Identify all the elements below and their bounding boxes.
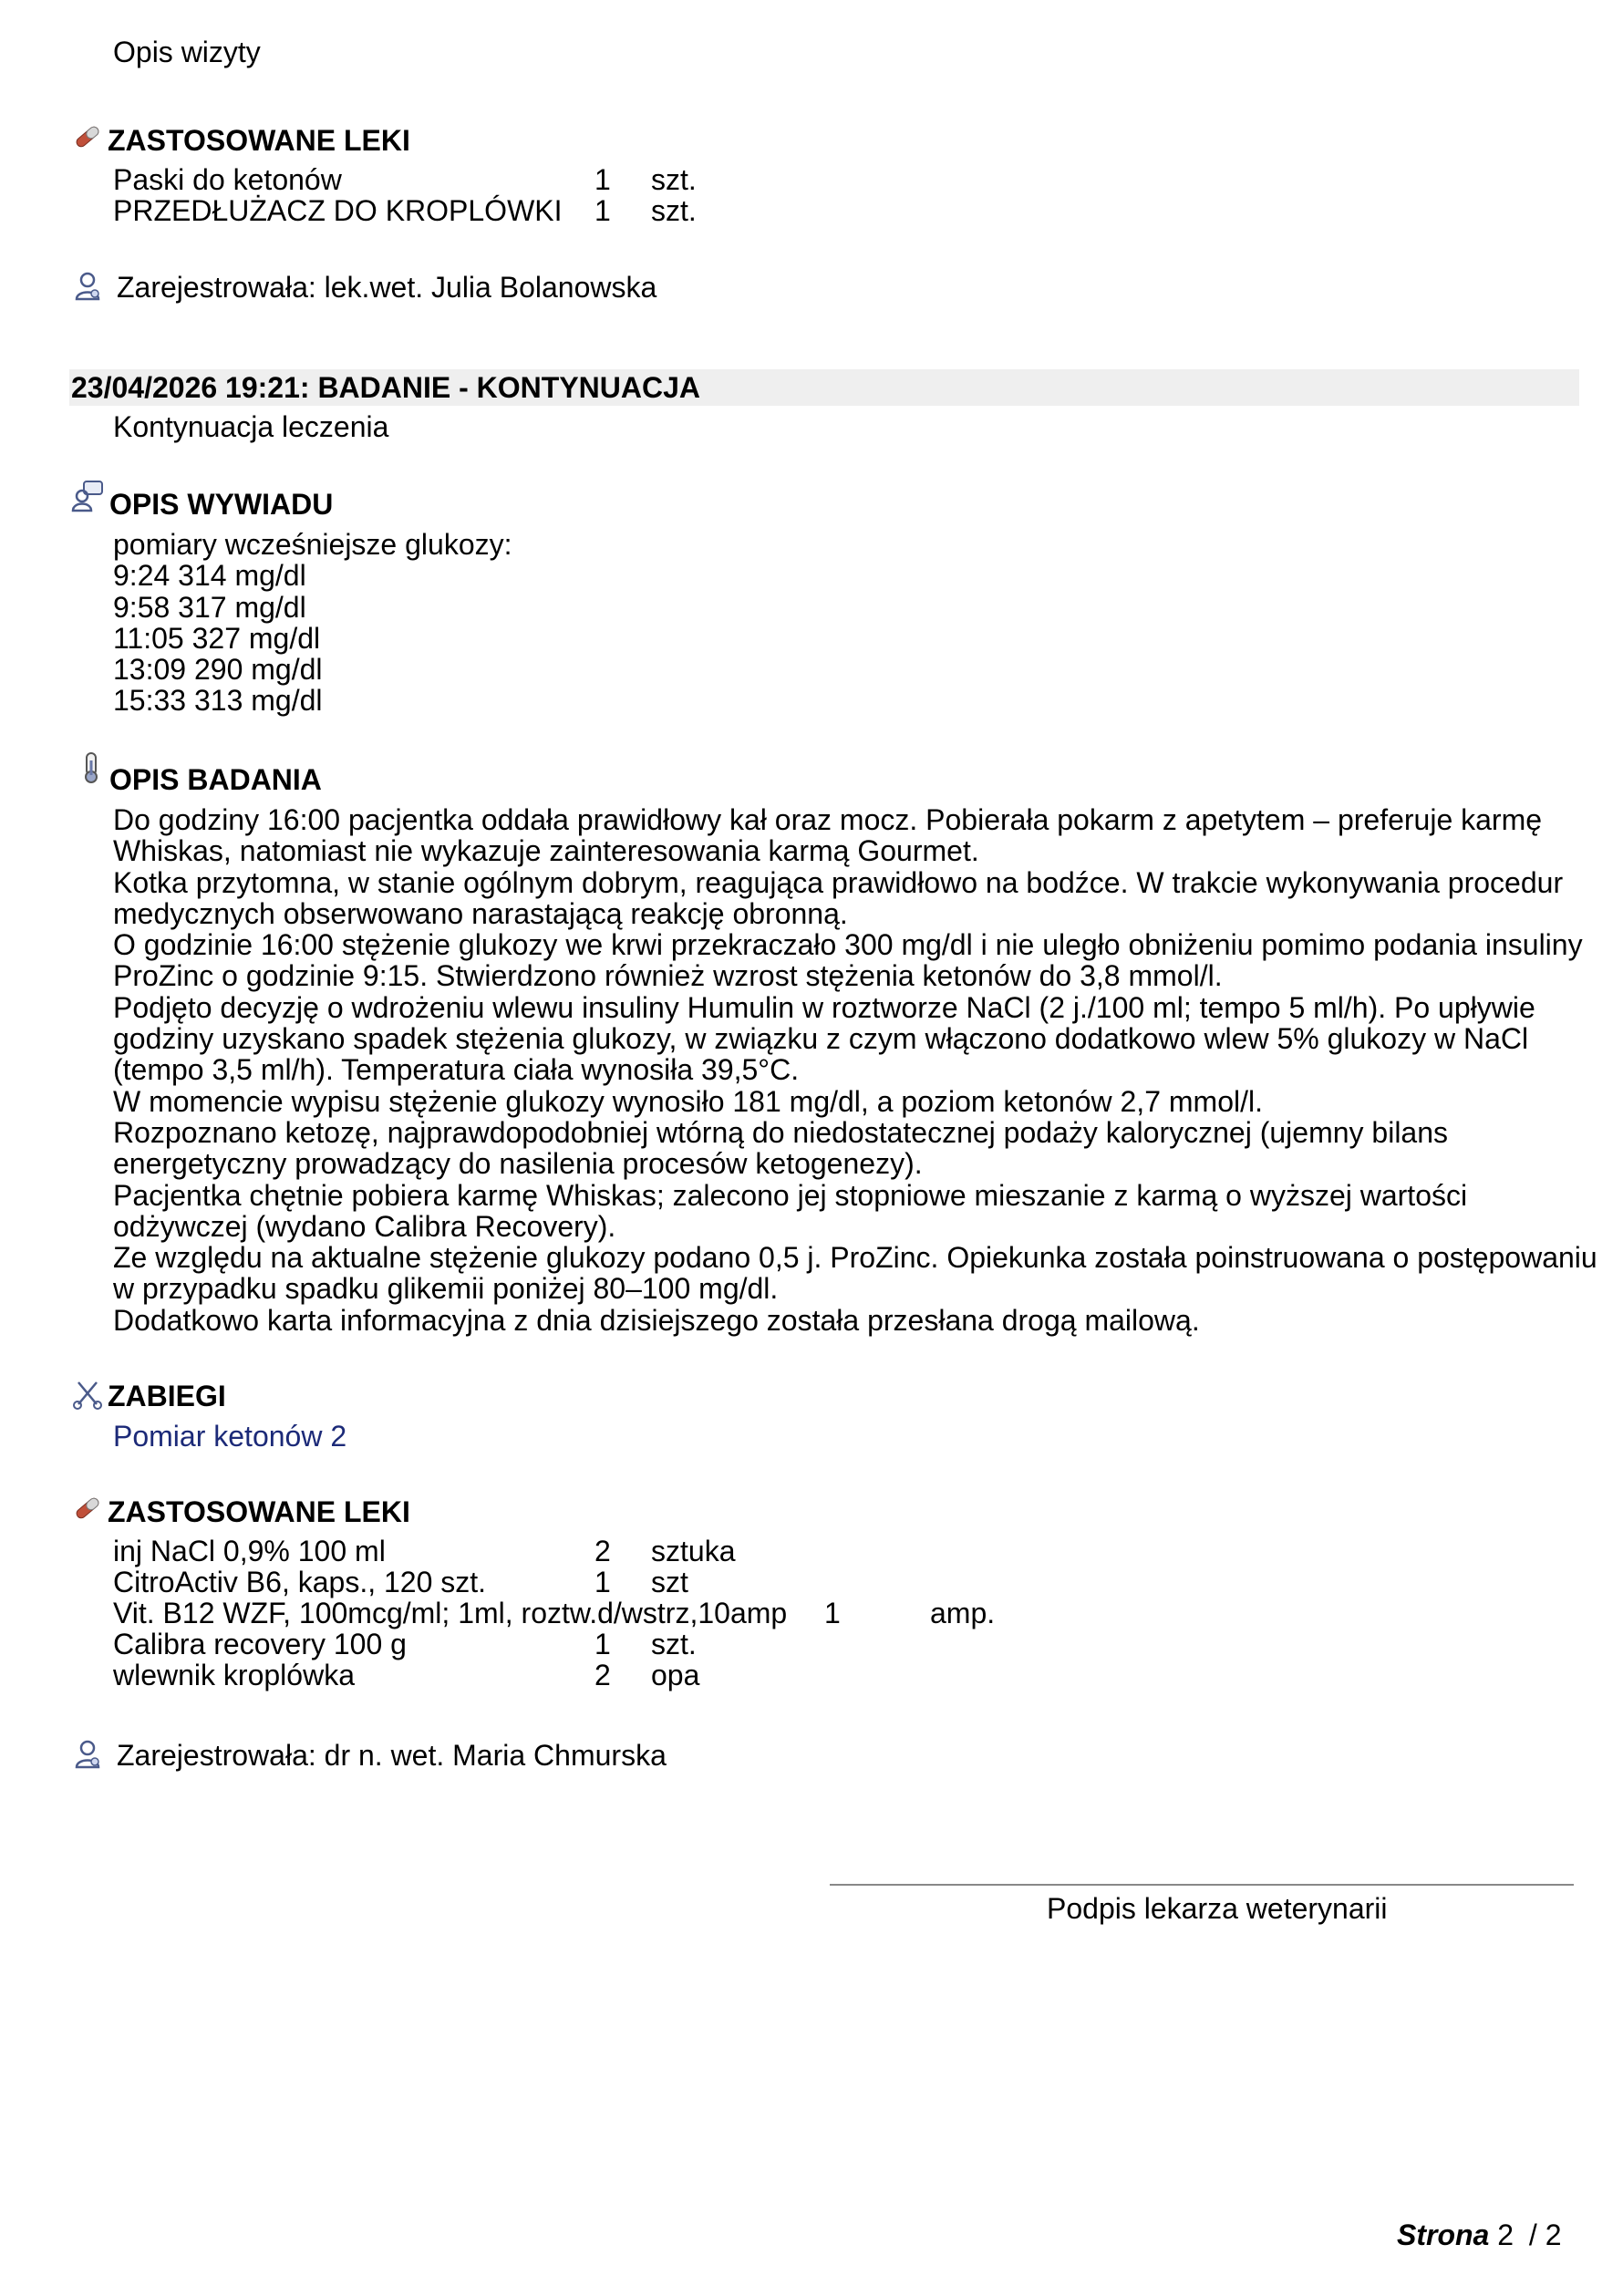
interview-line: 15:33 313 mg/dl	[113, 684, 323, 718]
medication-qty: 2	[594, 1659, 611, 1691]
interview-icon	[71, 480, 104, 512]
registered-by: Zarejestrowała: dr n. wet. Maria Chmurska	[117, 1739, 667, 1772]
medication-qty: 2	[594, 1535, 611, 1567]
examination-line: Rozpoznano ketozę, najprawdopodobniej wtórną do niedostatecznej podaży kalorycznej (ujemny bilans	[113, 1115, 1449, 1149]
medication-unit: szt.	[651, 194, 697, 227]
procedure-item[interactable]: Pomiar ketonów 2	[113, 1420, 347, 1453]
medication-name: wlewnik kroplówka	[113, 1659, 355, 1691]
visit-header: 23/04/2026 19:21: BADANIE - KONTYNUACJA	[71, 371, 700, 404]
examination-line: ProZinc o godzinie 9:15. Stwierdzono również wzrost stężenia ketonów do 3,8 mmol/l.	[113, 959, 1223, 993]
page-current: 2	[1497, 2218, 1514, 2251]
medication-unit: szt.	[651, 163, 697, 196]
section-title-interview: OPIS WYWIADU	[109, 488, 334, 521]
registered-by: Zarejestrowała: lek.wet. Julia Bolanowska	[117, 271, 657, 304]
thermometer-icon	[75, 751, 108, 784]
medication-unit: szt	[651, 1566, 688, 1598]
pill-icon	[71, 120, 104, 153]
page-number	[1397, 2219, 1562, 2250]
user-icon	[71, 270, 104, 303]
section-title-medications: ZASTOSOWANE LEKI	[108, 124, 410, 157]
medication-qty: 1	[594, 1566, 611, 1598]
medication-unit: opa	[651, 1659, 700, 1691]
visit-description-label: Opis wizyty	[113, 36, 261, 68]
interview-line: 11:05 327 mg/dl	[113, 621, 321, 655]
examination-line: W momencie wypisu stężenie glukozy wynosiło 181 mg/dl, a poziom ketonów 2,7 mmol/l.	[113, 1084, 1263, 1118]
medication-name: inj NaCl 0,9% 100 ml	[113, 1535, 386, 1567]
page-label: Strona	[1397, 2218, 1490, 2251]
examination-line: Dodatkowo karta informacyjna z dnia dzisiejszego została przesłana drogą mailową.	[113, 1303, 1200, 1337]
examination-line: Pacjentka chętnie pobiera karmę Whiskas; zalecono jej stopniowe mieszanie z karmą o wyższej wartości	[113, 1178, 1468, 1212]
examination-line: energetyczny prowadzący do nasilenia procesów ketogenezy).	[113, 1147, 923, 1181]
examination-line: godziny uzyskano spadek stężenia glukozy, w związku z czym włączono dodatkowo wlew 5% glukozy w NaCl	[113, 1022, 1529, 1056]
medication-unit: szt.	[651, 1628, 697, 1660]
interview-line: 13:09 290 mg/dl	[113, 653, 323, 687]
interview-line: pomiary wcześniejsze glukozy:	[113, 528, 512, 561]
medication-name: PRZEDŁUŻACZ DO KROPLÓWKI	[113, 194, 563, 227]
scissors-icon	[71, 1377, 104, 1410]
medication-unit: amp.	[930, 1597, 996, 1629]
medication-name: Calibra recovery 100 g	[113, 1628, 407, 1660]
signature-label: Podpis lekarza weterynarii	[1047, 1892, 1388, 1925]
medication-qty: 1	[594, 194, 611, 227]
examination-line: Ze względu na aktualne stężenie glukozy podano 0,5 j. ProZinc. Opiekunka została poinstruowana o postępowaniu	[113, 1241, 1597, 1275]
examination-line: Whiskas, natomiast nie wykazuje zainteresowania karmą Gourmet.	[113, 834, 979, 868]
visit-subtitle: Kontynuacja leczenia	[113, 410, 389, 443]
medication-qty: 1	[824, 1597, 841, 1629]
signature-line	[830, 1884, 1574, 1886]
interview-line: 9:24 314 mg/dl	[113, 559, 306, 593]
page-total: 2	[1545, 2218, 1562, 2251]
examination-line: w przypadku spadku glikemii poniżej 80–100 mg/dl.	[113, 1272, 779, 1306]
examination-line: Podjęto decyzję o wdrożeniu wlewu insuliny Humulin w roztworze NaCl (2 j./100 ml; tempo 5 ml/h). Po upływie	[113, 990, 1535, 1024]
user-icon	[71, 1738, 104, 1771]
medication-qty: 1	[594, 1628, 611, 1660]
medication-unit: sztuka	[651, 1535, 736, 1567]
examination-line: (tempo 3,5 ml/h). Temperatura ciała wynosiła 39,5°C.	[113, 1053, 800, 1087]
examination-line: Do godziny 16:00 pacjentka oddała prawidłowy kał oraz mocz. Pobierała pokarm z apetytem – preferuje karmę	[113, 803, 1543, 836]
examination-line: O godzinie 16:00 stężenie glukozy we krwi przekraczało 300 mg/dl i nie uległo obniżeniu pomimo podania insuliny	[113, 928, 1583, 962]
section-title-medications: ZASTOSOWANE LEKI	[108, 1495, 410, 1528]
page-separator: /	[1528, 2218, 1537, 2251]
section-title-examination: OPIS BADANIA	[109, 763, 322, 796]
medication-name: Vit. B12 WZF, 100mcg/ml; 1ml, roztw.d/wstrz,10amp	[113, 1597, 788, 1629]
examination-line: medycznych obserwowano narastającą reakcję obronną.	[113, 896, 848, 930]
section-title-procedures: ZABIEGI	[108, 1380, 226, 1412]
medication-qty: 1	[594, 163, 611, 196]
pill-icon	[71, 1492, 104, 1525]
examination-line: Kotka przytomna, w stanie ogólnym dobrym, reagująca prawidłowo na bodźce. W trakcie wykonywania procedur	[113, 865, 1564, 899]
medication-name: Paski do ketonów	[113, 163, 342, 196]
examination-text	[113, 803, 1597, 1337]
interview-line: 9:58 317 mg/dl	[113, 590, 306, 624]
medication-name: CitroActiv B6, kaps., 120 szt.	[113, 1566, 487, 1598]
interview-text	[113, 529, 1572, 717]
examination-line: odżywczej (wydano Calibra Recovery).	[113, 1209, 616, 1243]
